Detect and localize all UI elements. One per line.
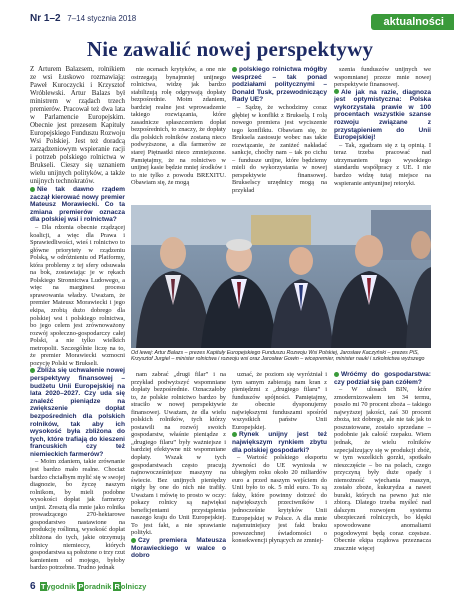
bullet-icon	[131, 538, 136, 543]
bullet-icon	[232, 67, 237, 72]
column-3-top	[232, 66, 327, 203]
bullet-icon	[334, 89, 339, 94]
question-text: polskiego rolnictwa mógłby wesprzeć – tak ponad podziałami politycznymi – Donald Tusk, przewodniczący Rady UE?	[232, 66, 327, 104]
publication-brand	[40, 582, 148, 591]
brand-word-2: oradnik	[84, 582, 112, 591]
article-photo	[131, 205, 431, 348]
col1-body	[30, 186, 125, 572]
answer-paragraph: – Wartość polskiego eksportu żywności do UE wyniosła w ubiegłym roku około 20 miliardów euro a przed naszym wejściem do Unii było to ok. 5 mld euro. To są fakty, które powinny dotrzeć do największych przeciwników i jednocześnie krytyków Unii Europejskiej w Polsce. A dla mnie najsmutniejszy jest fakt braku powszechnej świadomości o konsekwencji płynących ze zmniej-	[232, 454, 327, 545]
bullet-icon	[30, 368, 35, 373]
brand-word-1: ygodnik	[46, 582, 76, 591]
col3-top-body	[232, 66, 327, 195]
col2-bottom-body	[131, 371, 226, 560]
col4-bottom-body	[334, 371, 431, 552]
photo-image	[131, 205, 431, 348]
column-4-bottom	[334, 371, 431, 574]
article-intro: Z Arturem Balazsem, rolnikiem ze wsi Łuskowo rozmawiają: Paweł Kuroczycki i Krzysztof Wróblewski. Artur Balazs był ministrem w rządach trzech premierów. Pracował też dwa lata w Parlamencie Europejskim. Obecnie jest prezesem Kapituły Europejskiego Funduszu Rozwoju Wsi Polskiej. Jest też doradcą zarządzeniowym wspieranie racji i potrzeb polskiego rolnictwa w Brukseli. Cieszy się uznaniem wielu unijnych polityków, a także unijnych technokratów.	[30, 66, 125, 185]
issue-date: 7–14 stycznia 2018	[67, 14, 137, 23]
interview-question	[131, 537, 226, 560]
bullet-icon	[334, 372, 339, 377]
interview-question	[30, 186, 125, 224]
question-text: Czy premiera Mateusza Morawieckiego w walce o dobro	[131, 537, 226, 560]
issue-info	[30, 13, 136, 24]
col2-top-body	[131, 66, 226, 187]
brand-word-3: olniczy	[120, 582, 147, 591]
question-text: Zbliża się uchwalenie nowej perspektywy finansowej – budżetu Unii Europejskiej na lata 2020–2027. Czy uda się znaleźć pieniądze na zwiększenie dopłat bezpośrednich dla polskich rolników, tak aby ich wysokość była zbliżona do tych, które trafiają do kieszeni francuskich czy też niemieckich farmerów?	[30, 367, 125, 458]
section-tag: aktualności	[371, 14, 454, 30]
page-number: 6	[30, 581, 36, 592]
answer-paragraph: szenia funduszów unijnych we wspomnianej przeze mnie nowej perspektywie finansowej.	[334, 66, 431, 89]
brand-letter-2: P	[78, 582, 84, 591]
interview-question	[232, 431, 327, 454]
bullet-icon	[232, 432, 237, 437]
article-headline: Nie zawalić nowej perspektywy	[86, 37, 374, 61]
answer-paragraph: uznać, że poziom się wyróżniał i tym samym zabierają nam kran z pieniędzmi z „drugiego filaru” i funduszów spójności. Pamiętajmy, że obecnie dysponujemy największymi funduszami spośród wszystkich państw Unii Europejskiej.	[232, 371, 327, 431]
col3-bottom-body	[232, 371, 327, 545]
interview-question	[334, 89, 431, 142]
brand-letter-1: T	[41, 582, 46, 591]
interview-question	[232, 66, 327, 104]
interview-question	[334, 371, 431, 386]
col4-top-body	[334, 66, 431, 187]
column-2-top	[131, 66, 226, 203]
column-4-top	[334, 66, 431, 203]
column-3-bottom	[232, 371, 327, 574]
answer-paragraph: – Sądzę, że wchodzimy coraz głębiej w konflikt z Brukselą. I rolą nowego premiera jest wyciszenie tego konfliktu. Obawiam się, że Bruksela zastosuje wobec nas takie rozwiązanie, że zaniżeć nakładać sankcje, choćby nam – tak po cichu – fundusze unijne, które będziemy mieli do wykorzystania w nowej perspektywie finansowej. Brukselscy urzędnicy mogą na przykład	[232, 103, 327, 194]
answer-paragraph: – W ulosach BIN, które zmodernizowałem ten 34 termu, poszło mi 70 procent zboża – takiego najwyższej jakości, zaś 30 procent zboża, też dobrego, ale nie tak jak to poszustowane, zostało sprzedane – podobnie jak całość rzepaku. Wiem jednak, że wielu rolników szpecjalizujący się w produkcji zbóż, w tym wszelkich gorzki, spotkało nieszczęście – bo na polach, czego przyczyną były duże opady i niemożność wjechania maszyn, zostało zboże, kukurydza a nawet buraki, których na pewno już nie zbiorą. Dlatego trzeba myśleć nad dalszym rozwojem systemu ubezpieczeń rolniczych, bo klęski spowodowane anomaliami pogodowymi będą coraz częstsze. Obecnie ekipa rządowa przeznacza znacznie więcej	[334, 386, 431, 552]
question-text: Nie tak dawno rządem zaczął kierować nowy premier Mateusz Morawiecki. Co ta zmiana premierów oznacza dla polskiej wsi i rolnictwa?	[30, 186, 125, 224]
question-text: Rynek unijny jest też największym rynkiem zbytu dla polskiej gospodarki?	[232, 431, 327, 454]
answer-paragraph: – Tak, zgadzam się z tą opinią. I teraz trzeba pracować nad utrzymaniem tego wysokiego standardu współpracy z UE. I nie bardzo widzę tutaj miejsce na wspieranie antyunijnej retoryki.	[334, 141, 431, 187]
bullet-icon	[30, 187, 35, 192]
issue-number: Nr 1–2	[30, 13, 61, 24]
interview-question	[30, 367, 125, 458]
question-text: Wróćmy do gospodarstwa: czy podział się pan czółem?	[334, 371, 431, 386]
answer-paragraph: – Dla rdzenia obecnie rządzącej koalicji, a więc dla Prawa i Sprawiedliwości, wieś i rolnictwo to główne priorytety w rządzeniu Polską, w odróżnieniu od Platformy, która problemy z tej sfery odsuwała na bok, zostawiając je w rękach Polskiego Stronnictwa Ludowego, a więc na marginesi procesu sprawowania władzy. Uważam, że premier Mateusz Morawiecki i jego ekipa, zrobią dużo dobrego dla polskiej wsi i polskiego rolnictwa, bo jego celem jest zrównoważony rozwój społeczno-gospodarczy całej Polski, a nie tylko wielkich metropolii. Szczególnie liczę na to, że premier Morawiecki wzmocni pozycję Polski w Brukseli.	[30, 223, 125, 367]
page-header	[0, 0, 454, 36]
answer-paragraph: nie ocenach krytyków, a one nie ostrzegają bynajmniej unijnego rolnictwa, widzę jak bardzo stabilizują rolę odgrywają dopłaty bezpośrednie. Moim zdaniem, bardziej realne jest wprowadzenie takiego rozwiązania, które zasadnicze spłaszczeniem dopłat bezpośrednich, to znaczy, że dopłaty dla polskich rolników zostaną nieco podwyższone, a dla farmerów ze starej Piętnastki nieco zmniejszone. Pamiętajmy, że na rolnictwo w unijnej kasie będzie mniej środków i to nie tylko z powodu BREXITU. Obawiam się, że mogą	[131, 66, 226, 187]
photo-caption: Od lewej: Artur Balazs – prezes Kapituły Europejskiego Funduszu Rozwoju Wsi Polskiej, Jarosław Kaczyński – prezes PiS, Krzysztof Jurgiel – minister rolnictwa i rozwoju wsi oraz Jarosław Gowin – wicepremier, minister nauki i szkolnictwa wyższego	[131, 350, 425, 363]
column-2-bottom	[131, 371, 226, 574]
question-text: Ale jak na razie, diagnoza jest optymistyczna: Polska wykorzystała prawie w 100 procentach wszystkie szanse rozwoju związane z przystąpieniem do Unii Europejskiej!	[334, 88, 431, 142]
answer-paragraph: – Moim zdaniem, takie zrównanie jest bardzo mało realne. Chociaż bardzo chciałbym mylić się w swojej diagnozie, bo życzę naszym rolnikom, by mieli podobne wysokości dopłat jak farmerzy unijni. Zresztą dla mnie jako rolnika prowadzącego 270-hektarowe gospodarstwo nastawione na produkcję roślinną, wysokość dopłat zbliżona do tych, jakie otrzymują rolnicy niemieccy, których gospodarstwa są położone o trzy rzut kamieniem od mojego, byłoby bardzo potrzebne. Trudno jednak	[30, 458, 125, 572]
brand-letter-3: R	[114, 582, 120, 591]
column-1	[30, 66, 125, 586]
answer-paragraph: nam zabrać „drugi filar” i na przykład podwyższyć wspomniane dopłaty bezpośrednie. Oznaczałoby to, że polskie rolnictwo bardzo by straciło w nowej perspektywie finansowej. Uważam, że dla wielu polskich rolników, tych którzy postawili na rozwój swoich gospodarstw, właśnie pieniądze z „drugiego filaru” były ważniejsze i bardziej efektywne niż wspomniane dopłaty. Wszak w tych gospodarstwach często pracują najnowocześniejsze maszyny na świecie. Bez unijnych pieniędzy nigdy by one do nich nie trafiły. Uważam i mówię to prosto w oczy: pokazy rolnicy są najwięksi beneficjentami przystąpienia naszego kraju do Unii Europejskiej. To jest fakt, a nie sprawianie polityki.	[131, 371, 226, 537]
